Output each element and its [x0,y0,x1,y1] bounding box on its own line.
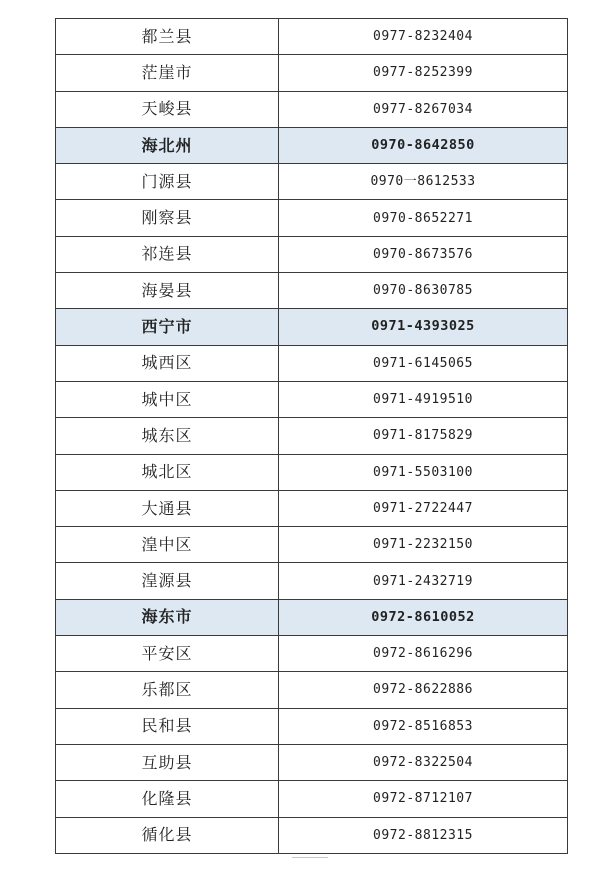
region-phone: 0971-4393025 [279,309,568,345]
table-row [56,236,568,272]
phone-number: 0970一8612533 [279,164,568,200]
region-name: 海东市 [56,599,279,635]
table-row [56,19,568,55]
phone-number: 0970-8652271 [279,200,568,236]
footer-divider [292,857,328,858]
county-name: 城北区 [56,454,279,490]
phone-number: 0971-2722447 [279,490,568,526]
county-name: 循化县 [56,817,279,853]
county-name: 化隆县 [56,781,279,817]
phone-number: 0971-4919510 [279,381,568,417]
phone-number: 0972-8322504 [279,744,568,780]
county-name: 茫崖市 [56,55,279,91]
county-name: 门源县 [56,164,279,200]
phone-number: 0970-8673576 [279,236,568,272]
table-row [56,273,568,309]
region-name: 西宁市 [56,309,279,345]
table-row [56,672,568,708]
county-name: 民和县 [56,708,279,744]
phone-number: 0972-8812315 [279,817,568,853]
county-name: 城西区 [56,345,279,381]
phone-number: 0977-8232404 [279,19,568,55]
table-row [56,55,568,91]
contact-table-body [56,19,568,854]
table-row [56,164,568,200]
table-row [56,418,568,454]
table-row [56,454,568,490]
county-name: 海晏县 [56,273,279,309]
table-row [56,200,568,236]
county-name: 都兰县 [56,19,279,55]
table-row [56,636,568,672]
phone-number: 0977-8267034 [279,91,568,127]
contact-table [55,18,568,854]
phone-number: 0972-8516853 [279,708,568,744]
table-row [56,490,568,526]
region-header-row [56,599,568,635]
table-row [56,708,568,744]
region-phone: 0972-8610052 [279,599,568,635]
table-row [56,563,568,599]
table-row [56,817,568,853]
phone-number: 0977-8252399 [279,55,568,91]
phone-number: 0971-6145065 [279,345,568,381]
phone-number: 0972-8622886 [279,672,568,708]
region-name: 海北州 [56,127,279,163]
county-name: 天峻县 [56,91,279,127]
county-name: 互助县 [56,744,279,780]
table-row [56,781,568,817]
phone-number: 0972-8712107 [279,781,568,817]
contact-table-container [55,18,568,854]
table-row [56,527,568,563]
county-name: 湟中区 [56,527,279,563]
phone-number: 0972-8616296 [279,636,568,672]
region-header-row [56,127,568,163]
region-header-row [56,309,568,345]
county-name: 城东区 [56,418,279,454]
region-phone: 0970-8642850 [279,127,568,163]
phone-number: 0971-8175829 [279,418,568,454]
table-row [56,381,568,417]
table-row [56,91,568,127]
phone-number: 0971-2232150 [279,527,568,563]
county-name: 刚察县 [56,200,279,236]
phone-number: 0971-2432719 [279,563,568,599]
county-name: 城中区 [56,381,279,417]
phone-number: 0971-5503100 [279,454,568,490]
phone-number: 0970-8630785 [279,273,568,309]
table-row [56,345,568,381]
table-row [56,744,568,780]
county-name: 平安区 [56,636,279,672]
county-name: 湟源县 [56,563,279,599]
county-name: 大通县 [56,490,279,526]
county-name: 祁连县 [56,236,279,272]
county-name: 乐都区 [56,672,279,708]
